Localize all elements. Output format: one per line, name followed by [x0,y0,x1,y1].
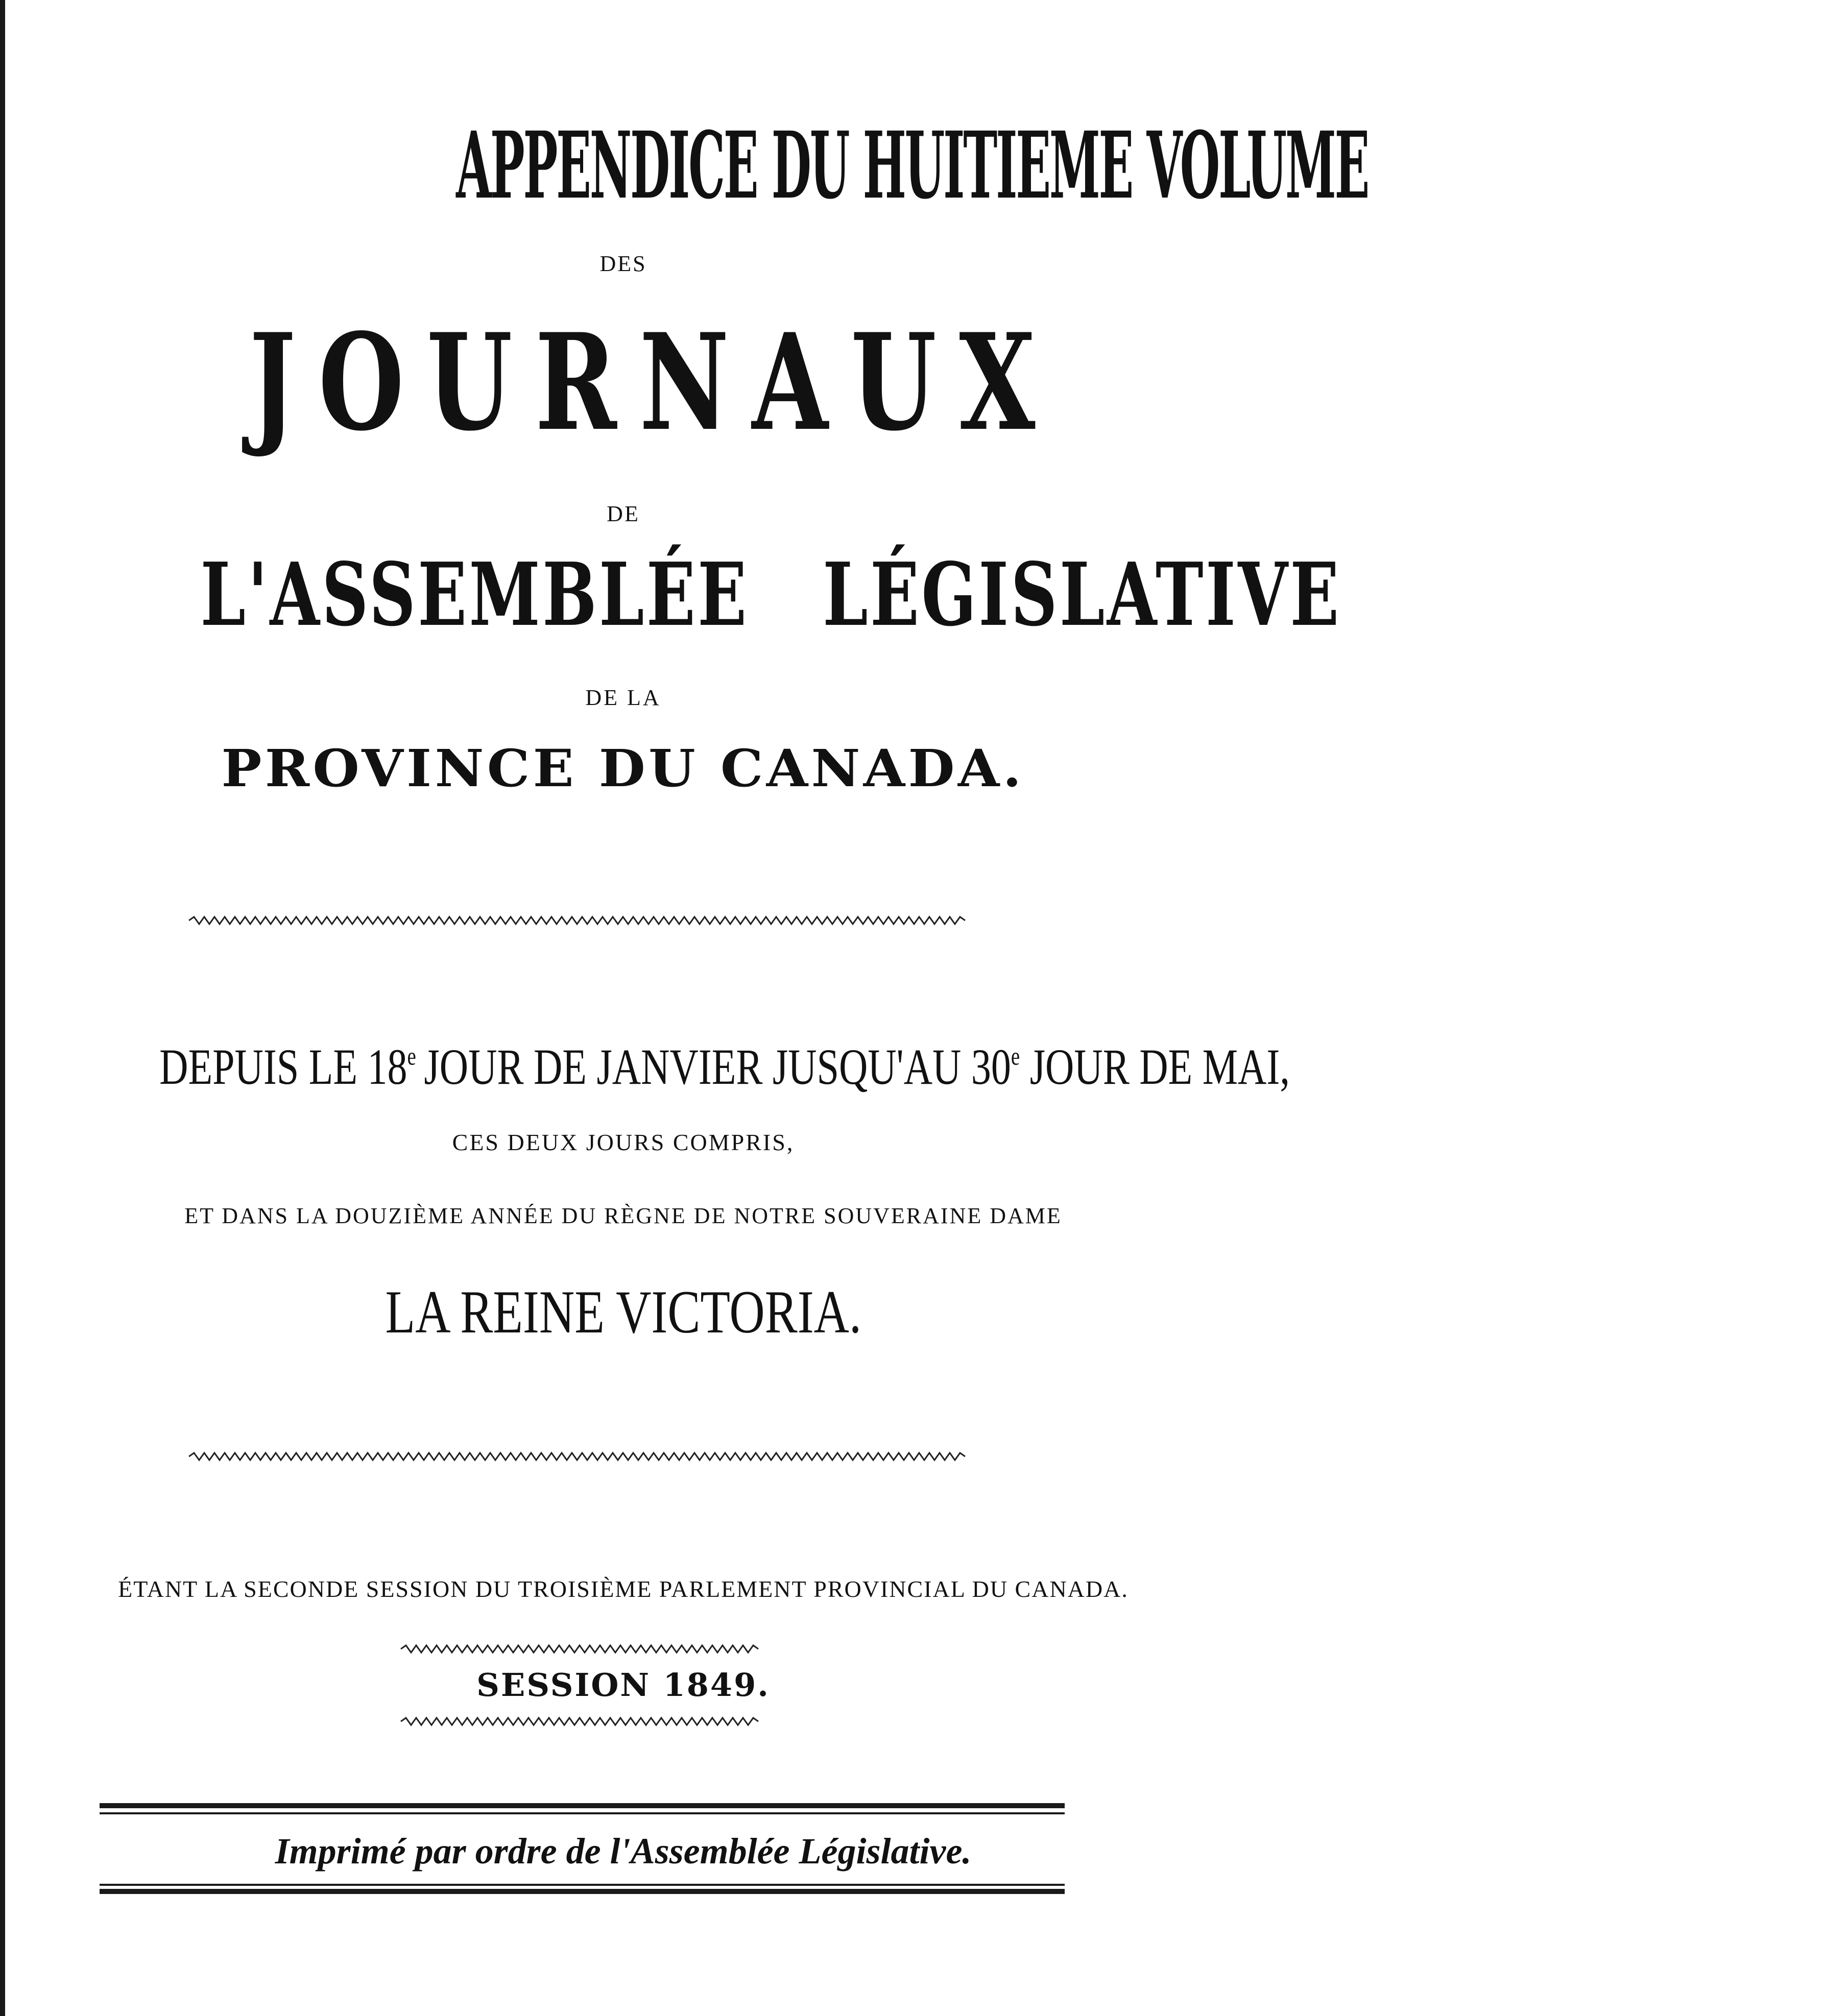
dates-part-1: DEPUIS LE 18 [159,1038,407,1095]
province-title [0,738,1246,798]
de-line: DE [607,501,640,526]
wavy-rule-3 [401,1643,758,1655]
etant-line: ÉTANT LA SECONDE SESSION DU TROISIÈME PARLEMENT PROVINCIAL DU CANADA. [118,1576,1129,1602]
de-la-line: DE LA [585,685,661,710]
wavy-rule-1 [189,913,965,928]
rule-bottom-thin [100,1884,1065,1886]
imprime-line: Imprimé par ordre de l'Assemblée Législative. [275,1831,972,1872]
dates-sup-2: e [1011,1041,1020,1071]
session-line: SESSION 1849. [476,1666,770,1704]
left-edge-rule [0,0,5,2016]
douzieme-line: ET DANS LA DOUZIÈME ANNÉE DU RÈGNE DE NOTRE SOUVERAINE DAME [184,1203,1062,1228]
dates-part-2: JOUR DE JANVIER JUSQU'AU 30 [424,1038,1011,1095]
assemblee-title-text: L'ASSEMBLÉE LÉGISLATIVE [200,544,1341,646]
deux-jours-line: CES DEUX JOURS COMPRIS, [452,1129,795,1155]
dates-line-text [159,1038,1290,1095]
reine-victoria-line [0,1278,1246,1346]
appendix-heading [0,112,1369,220]
rule-bottom-thick [100,1889,1065,1894]
reine-victoria-text: LA REINE VICTORIA. [385,1278,861,1346]
appendix-heading-text: APPENDICE DU HUITIEME VOLUME [456,112,1369,220]
dates-line [0,1038,1290,1095]
assemblee-title [0,544,1341,646]
province-title-text: PROVINCE DU CANADA. [222,738,1025,798]
rule-top-thin [100,1812,1065,1814]
dates-sup-1: e [407,1041,416,1071]
journaux-title [0,305,1277,460]
journaux-title-text: JOURNAUX [249,305,1059,460]
dates-part-3: JOUR DE MAI, [1029,1038,1290,1095]
rule-top-thick [100,1803,1065,1808]
des-line: DES [599,251,647,276]
wavy-rule-4 [401,1715,758,1728]
wavy-rule-2 [189,1449,965,1464]
